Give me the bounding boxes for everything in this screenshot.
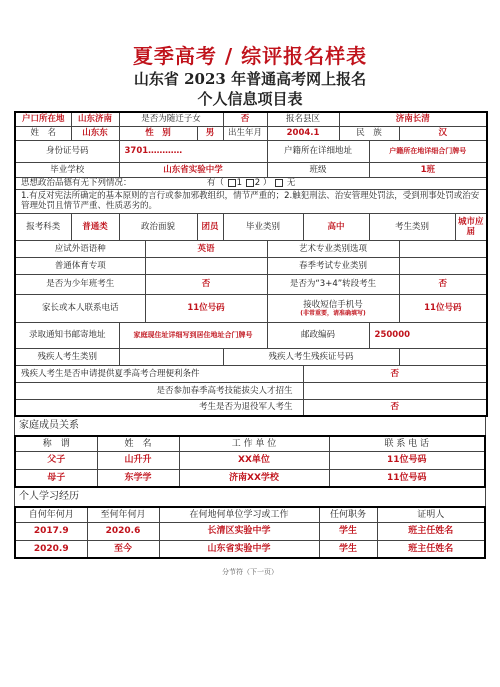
- sms-phone-value: 11位号码: [399, 294, 487, 322]
- row-phone: [15, 294, 487, 322]
- hukou-value: 山东济南: [71, 112, 119, 126]
- doc-title-line1: 山东省 2023 年普通高考网上报名: [133, 70, 367, 88]
- political-question-text: 思想政治品德有无下列情况：: [21, 178, 132, 188]
- family-header-row: [15, 436, 485, 451]
- household-addr-label: 户籍所在详细地址: [267, 140, 369, 162]
- student-type-label: 考生类别: [369, 213, 455, 240]
- name-value: 山东东: [71, 126, 119, 140]
- row-youth: [15, 274, 487, 294]
- family-phone: 11位号码: [329, 451, 485, 469]
- birth-label: 出生年月: [223, 126, 267, 140]
- row-language: [15, 240, 487, 257]
- banner-title: 夏季高考 / 综评报名样表: [132, 44, 368, 68]
- family-header: 姓 名: [97, 436, 179, 451]
- sms-phone-label: [267, 294, 399, 322]
- section-break-footer: 分节符（下一页）: [222, 568, 278, 576]
- pe-value: [145, 257, 267, 274]
- grad-value: 高中: [303, 213, 369, 240]
- disabled-cert-label: 残疾人考生残疾证号码: [223, 348, 399, 365]
- veteran-value: 否: [303, 399, 487, 416]
- family-header: 称 谓: [15, 436, 97, 451]
- ethnic-value: 汉: [399, 126, 487, 140]
- study-header: 在何地何单位学习或工作: [159, 507, 319, 522]
- family-table: [14, 435, 486, 488]
- row-disabled: [15, 348, 487, 365]
- spring-category-value: [399, 257, 487, 274]
- mail-address-value: 家庭现住址详细写到居住地址合门牌号: [119, 322, 267, 348]
- suiqian-value: 否: [223, 112, 267, 126]
- study-header: 证明人: [377, 507, 485, 522]
- disabled-type-label: 残疾人考生类别: [15, 348, 119, 365]
- family-section-title: 家庭成员关系: [14, 417, 486, 435]
- study-to: 至今: [87, 540, 159, 558]
- spring-category-label: 春季考试专业类别: [267, 257, 399, 274]
- row-id: [15, 140, 487, 162]
- family-relation: 父子: [15, 451, 97, 469]
- youth-class-value: 否: [145, 274, 267, 294]
- political-items: 1.有反对宪法所确定的基本原则的言行或参加邪教组织，情节严重的；2.触犯刑法、治安管理处罚法，受到刑事处罚或治安管理处罚且情节严重、性质恶劣的。: [15, 189, 487, 213]
- gender-value: 男: [197, 126, 223, 140]
- art-category-label: 艺术专业类别选项: [267, 240, 399, 257]
- row-political-items: [15, 189, 487, 213]
- table-row: [15, 469, 485, 487]
- class-label: 班级: [267, 162, 369, 177]
- study-place: 山东省实验中学: [159, 540, 319, 558]
- study-header-row: [15, 507, 485, 522]
- mail-address-label: 录取通知书邮寄地址: [15, 322, 119, 348]
- family-header: 联 系 电 话: [329, 436, 485, 451]
- checkbox-wu[interactable]: [275, 179, 283, 187]
- family-relation: 母子: [15, 469, 97, 487]
- pe-label: 普通体育专项: [15, 257, 145, 274]
- row-skill: [15, 382, 487, 399]
- political-wu-label: 无: [286, 178, 296, 188]
- row-hukou: [15, 112, 487, 126]
- study-from: 2020.9: [15, 540, 87, 558]
- study-table: [14, 506, 486, 559]
- row-name: [15, 126, 487, 140]
- school-value: 山东省实验中学: [119, 162, 267, 177]
- info-table: [14, 111, 488, 417]
- checkbox-1[interactable]: [228, 179, 236, 187]
- county-value: 济南长清: [339, 112, 487, 126]
- household-addr-value: 户籍所在地详细合门牌号: [369, 140, 487, 162]
- study-witness: 班主任姓名: [377, 522, 485, 540]
- politics-value: 团员: [197, 213, 223, 240]
- suiqian-label: 是否为随迁子女: [119, 112, 223, 126]
- study-header: 任何职务: [319, 507, 377, 522]
- study-from: 2017.9: [15, 522, 87, 540]
- sms-phone-note: (非常重要，请准确填写): [300, 309, 366, 317]
- hukou-label: 户口所在地: [15, 112, 71, 126]
- grad-label: 毕业类别: [223, 213, 303, 240]
- study-place: 长清区实验中学: [159, 522, 319, 540]
- county-label: 报名县区: [267, 112, 339, 126]
- youth-class-label: 是否为少年班考生: [15, 274, 145, 294]
- family-name: 东学学: [97, 469, 179, 487]
- political-question: [15, 177, 487, 189]
- study-header: 至何年何月: [87, 507, 159, 522]
- contact-phone-label: 家长或本人联系电话: [15, 294, 145, 322]
- study-witness: 班主任姓名: [377, 540, 485, 558]
- study-to: 2020.6: [87, 522, 159, 540]
- ethnic-label: 民 族: [339, 126, 399, 140]
- exam-type-label: 报考科类: [15, 213, 71, 240]
- political-two: 2: [254, 178, 261, 188]
- row-political-question: [15, 177, 487, 189]
- table-row: [15, 540, 485, 558]
- row-veteran: [15, 399, 487, 416]
- family-phone: 11位号码: [329, 469, 485, 487]
- study-role: 学生: [319, 522, 377, 540]
- zip-value: 250000: [369, 322, 487, 348]
- disabled-apply-label: 残疾人考生是否申请提供夏季高考合理便利条件: [15, 365, 303, 382]
- veteran-label: 考生是否为退役军人考生: [15, 399, 303, 416]
- id-label: 身份证号码: [15, 140, 119, 162]
- exam-type-value: 普通类: [71, 213, 119, 240]
- family-employer: XX单位: [179, 451, 329, 469]
- birth-value: 2004.1: [267, 126, 339, 140]
- study-role: 学生: [319, 540, 377, 558]
- language-value: 英语: [145, 240, 267, 257]
- row-school: [15, 162, 487, 177]
- three-four-value: 否: [399, 274, 487, 294]
- three-four-label: 是否为“3+4”转段考生: [267, 274, 399, 294]
- row-mail: [15, 322, 487, 348]
- disabled-type-value: [119, 348, 223, 365]
- row-exam-type: [15, 213, 487, 240]
- art-category-value: [399, 240, 487, 257]
- sms-phone-label-text: 接收短信手机号: [303, 299, 363, 310]
- zip-label: 邮政编码: [267, 322, 369, 348]
- row-pe: [15, 257, 487, 274]
- student-type-value: 城市应届: [455, 213, 487, 240]
- political-you-label: 有（: [206, 178, 224, 188]
- checkbox-2[interactable]: [246, 179, 254, 187]
- table-row: [15, 451, 485, 469]
- name-label: 姓 名: [15, 126, 71, 140]
- family-name: 山升升: [97, 451, 179, 469]
- class-value: 1班: [369, 162, 487, 177]
- family-employer: 济南XX学校: [179, 469, 329, 487]
- study-section-title: 个人学习经历: [14, 488, 486, 506]
- school-label: 毕业学校: [15, 162, 119, 177]
- doc-title-line2: 个人信息项目表: [197, 90, 303, 108]
- contact-phone-value: 11位号码: [145, 294, 267, 322]
- political-one: 1: [236, 178, 243, 188]
- gender-label: 性 别: [119, 126, 197, 140]
- language-label: 应试外语语种: [15, 240, 145, 257]
- politics-label: 政治面貌: [119, 213, 197, 240]
- row-disabled-apply: [15, 365, 487, 382]
- skill-value: [303, 382, 487, 399]
- disabled-cert-value: [399, 348, 487, 365]
- family-header: 工 作 单 位: [179, 436, 329, 451]
- study-header: 自何年何月: [15, 507, 87, 522]
- disabled-apply-value: 否: [303, 365, 487, 382]
- skill-label: 是否参加春季高考技能拔尖人才招生: [15, 382, 303, 399]
- table-row: [15, 522, 485, 540]
- id-value: 3701…………: [119, 140, 267, 162]
- political-close: ）: [262, 178, 272, 188]
